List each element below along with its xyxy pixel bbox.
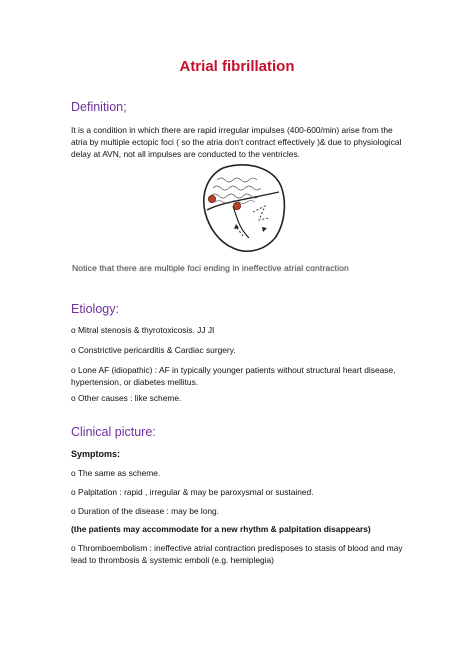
clinical-item: o Palpitation : rapid , irregular & may be paroxysmal or sustained. [71,487,314,497]
thromboembolism-text: o Thromboembolism : ineffective atrial contraction predisposes to stasis of blood and may lead to thrombosis & systemic emboli (e.g. hemiplegia) [71,543,403,565]
clinical-heading: Clinical picture: [71,425,156,439]
symptoms-heading: Symptoms: [71,449,121,459]
heart-diagram [193,162,288,255]
etiology-heading: Etiology: [71,302,119,316]
clinical-item: o The same as scheme. [71,468,161,478]
etiology-item: o Other causes : like scheme. [71,393,182,403]
page-title: Atrial fibrillation [179,58,295,75]
figure-caption: Notice that there are multiple foci ending in ineffective atrial contraction [72,263,349,273]
clinical-item: o Duration of the disease : may be long. [71,506,220,516]
etiology-item: o Constrictive pericarditis & Cardiac surgery. [71,345,236,355]
clinical-note: (the patients may accommodate for a new rhythm & palpitation disappears) [71,524,371,534]
definition-heading: Definition; [71,100,127,114]
etiology-item: o Lone AF (idiopathic) : AF in typically younger patients without structural heart disease, hypertension, or diabetes mellitus. [71,365,396,387]
etiology-item: o Mitral stenosis & thyrotoxicosis. JJ JI [71,325,215,335]
definition-text: It is a condition in which there are rapid irregular impulses (400-600/min) arise from the atria by multiple ectopic foci ( so the atria don’t contract effectively )& due to physiological delay at AVN, not all impulses are conducted to the ventricles. [71,125,402,159]
